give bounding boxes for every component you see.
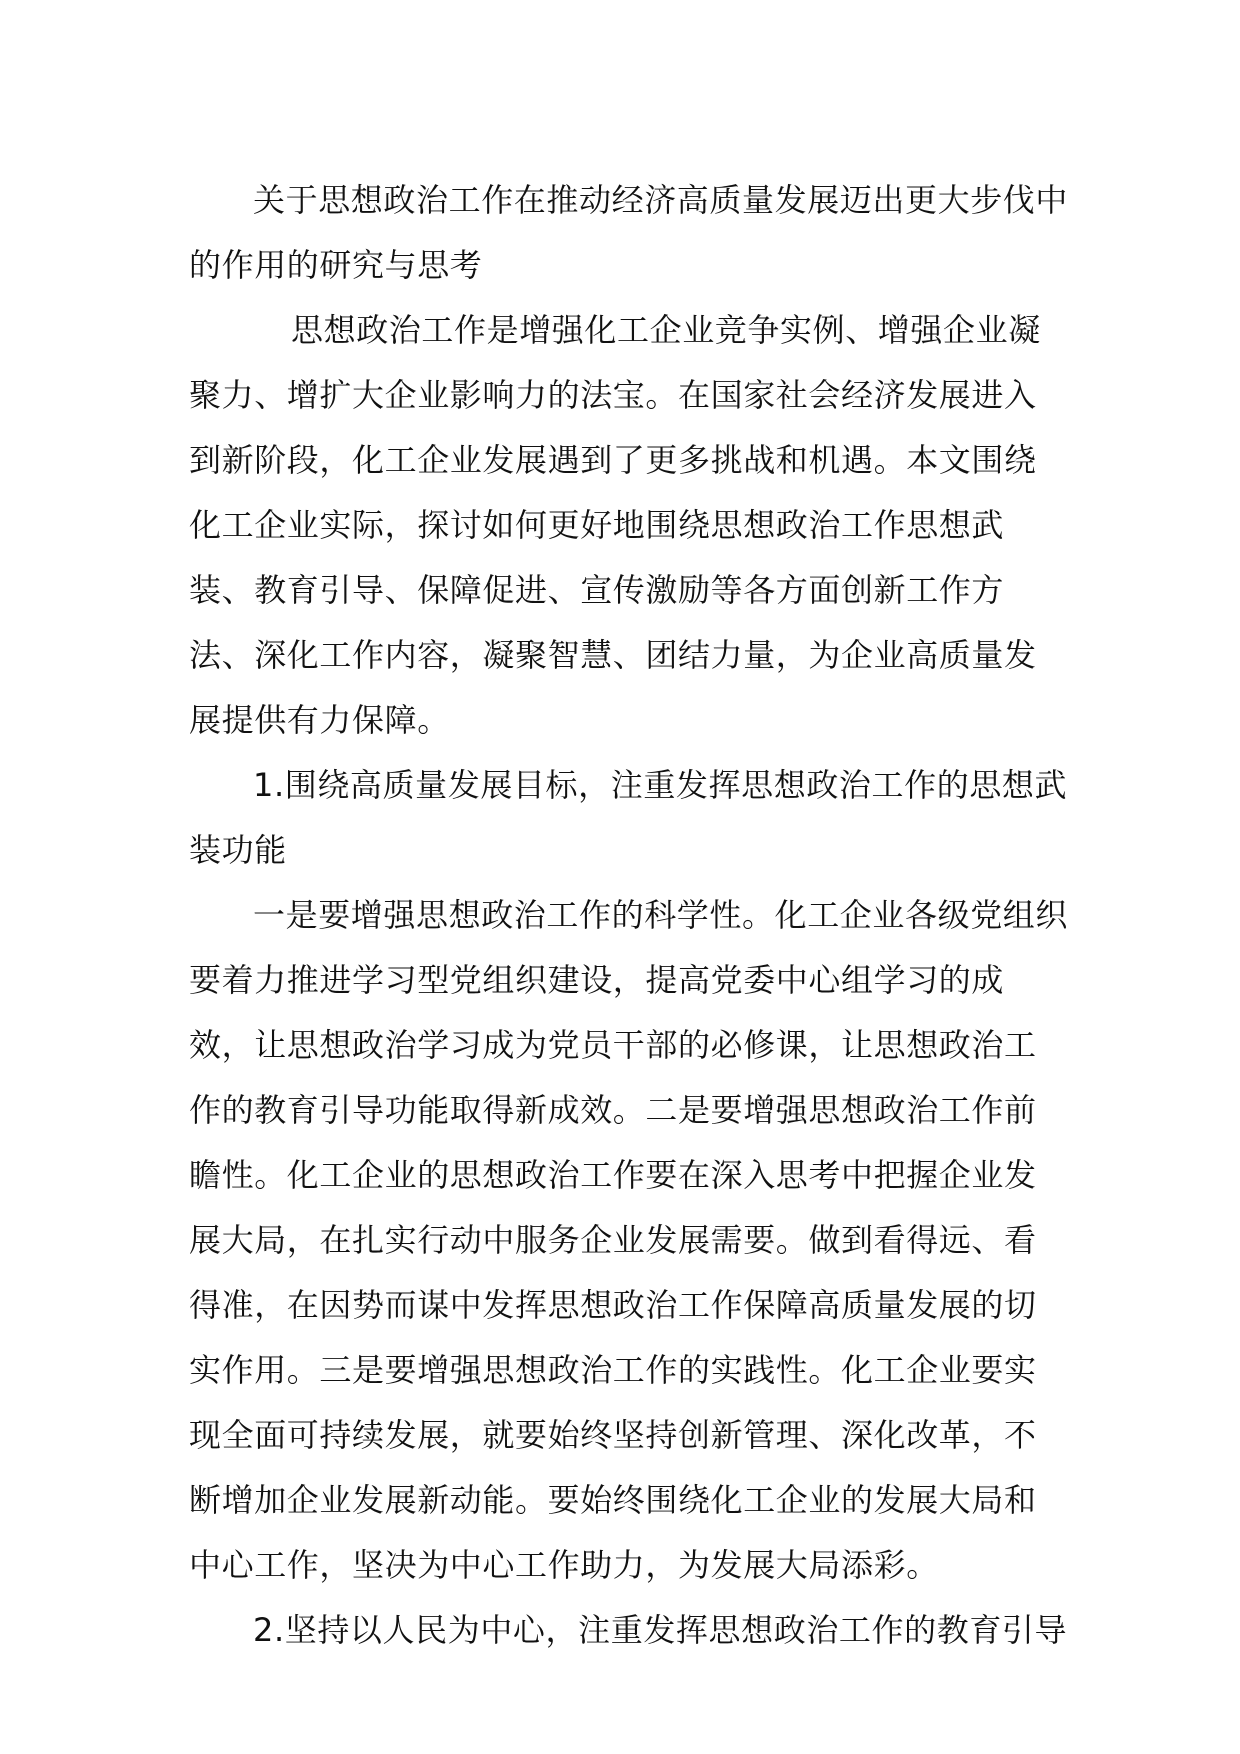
section-1-body: 一是要增强思想政治工作的科学性。化工企业各级党组织要着力推进学习型党组织建设，提高党委中心组学习的成效，让思想政治学习成为党员干部的必修课，让思想政治工作的教育引导功能取得新成效。二是要增强思想政治工作前瞻性。化工企业的思想政治工作要在深入思考中把握企业发展大局，在扎实行动中服务企业发展需要。做到看得远、看得准，在因势而谋中发挥思想政治工作保障高质量发展的切实作用。三是要增强思想政治工作的实践性。化工企业要实现全面可持续发展，就要始终坚持创新管理、深化改革，不断增加企业发展新动能。要始终围绕化工企业的发展大局和中心工作，坚决为中心工作助力，为发展大局添彩。	[189, 896, 1069, 1584]
document-body	[189, 168, 1069, 1663]
document-title: 关于思想政治工作在推动经济高质量发展迈出更大步伐中的作用的研究与思考	[189, 181, 1069, 284]
section-2-heading: 2.坚持以人民为中心，注重发挥思想政治工作的教育引导	[253, 1611, 1068, 1649]
section-1-heading: 1.围绕高质量发展目标，注重发挥思想政治工作的思想武装功能	[189, 766, 1068, 869]
intro-paragraph: 思想政治工作是增强化工企业竞争实例、增强企业凝聚力、增扩大企业影响力的法宝。在国家社会经济发展进入到新阶段，化工企业发展遇到了更多挑战和机遇。本文围绕化工企业实际，探讨如何更好地围绕思想政治工作思想武装、教育引导、保障促进、宣传激励等各方面创新工作方法、深化工作内容，凝聚智慧、团结力量，为企业高质量发展提供有力保障。	[189, 311, 1041, 739]
